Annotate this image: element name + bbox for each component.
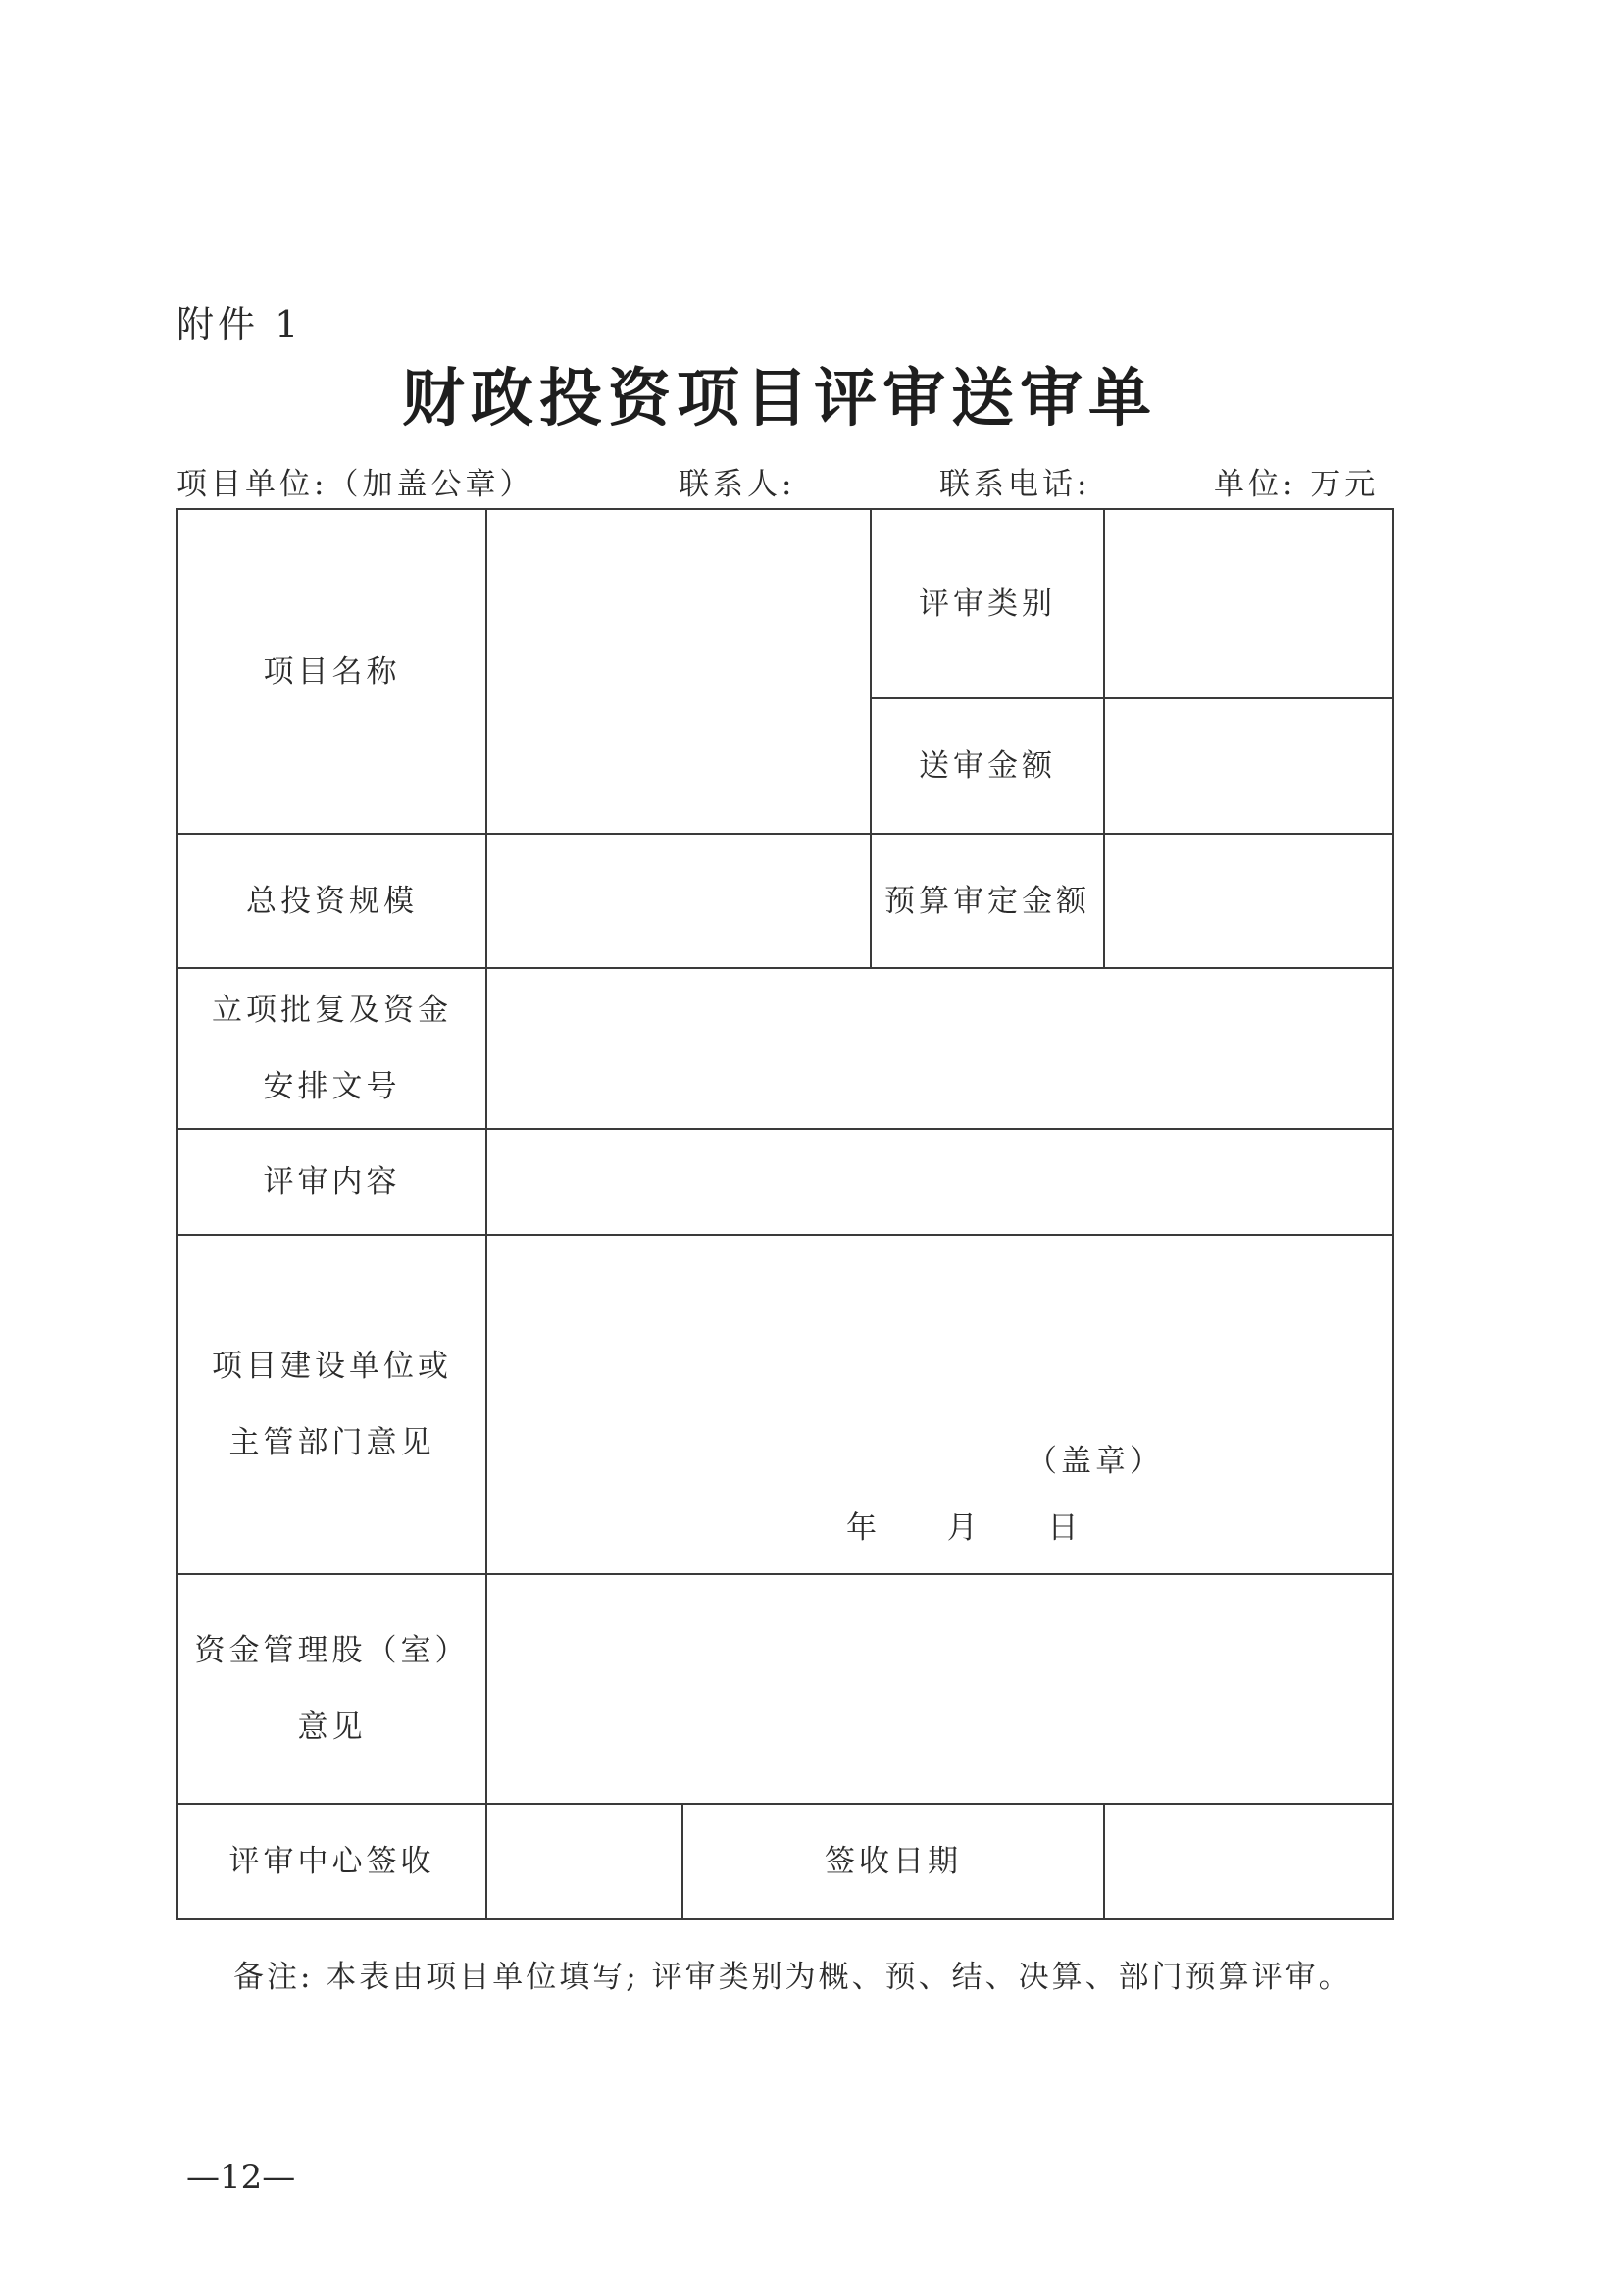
submit-amount-label: 送审金额 — [871, 698, 1104, 834]
page-title: 财政投资项目评审送审单 — [402, 362, 1157, 435]
approval-doc-label-line2: 安排文号 — [263, 1069, 401, 1104]
project-name-field[interactable] — [486, 509, 871, 834]
review-content-label: 评审内容 — [177, 1129, 486, 1235]
attachment-label: 附件 1 — [176, 303, 303, 346]
approval-doc-label-line1: 立项批复及资金 — [212, 993, 452, 1028]
fund-mgmt-label — [177, 1574, 486, 1804]
page-number: —12— — [186, 2158, 296, 2197]
opinion-date — [846, 1503, 1082, 1547]
unit-opinion-label — [177, 1235, 486, 1574]
budget-amount-field[interactable] — [1104, 834, 1393, 968]
center-sign-label: 评审中心签收 — [177, 1804, 486, 1919]
budget-amount-label: 预算审定金额 — [871, 834, 1104, 968]
footnote: 备注: 本表由项目单位填写; 评审类别为概、预、结、决算、部门预算评审。 — [233, 1960, 1352, 1995]
approval-doc-label — [177, 968, 486, 1129]
contact-label: 联系人: — [679, 467, 796, 502]
date-year: 年 — [846, 1510, 881, 1546]
review-type-label: 评审类别 — [871, 509, 1104, 698]
phone-label: 联系电话: — [939, 467, 1091, 502]
fund-mgmt-label-line1: 资金管理股（室） — [194, 1633, 470, 1668]
review-form-table — [176, 508, 1394, 1920]
center-sign-field[interactable] — [486, 1804, 682, 1919]
approval-doc-field[interactable] — [486, 968, 1393, 1129]
date-day: 日 — [1047, 1510, 1083, 1546]
project-unit-label: 项目单位:（加盖公章） — [176, 467, 534, 502]
unit-opinion-label-line2: 主管部门意见 — [228, 1425, 435, 1460]
stamp-label: （盖章） — [1027, 1444, 1164, 1479]
review-type-field[interactable] — [1104, 509, 1393, 698]
date-month: 月 — [946, 1510, 982, 1546]
fund-mgmt-field[interactable] — [486, 1574, 1393, 1804]
submit-amount-field[interactable] — [1104, 698, 1393, 834]
total-investment-field[interactable] — [486, 834, 871, 968]
sign-date-field[interactable] — [1104, 1804, 1393, 1919]
project-name-label: 项目名称 — [177, 509, 486, 834]
sign-date-label: 签收日期 — [682, 1804, 1104, 1919]
unit-opinion-label-line1: 项目建设单位或 — [212, 1349, 452, 1384]
review-content-field[interactable] — [486, 1129, 1393, 1235]
fund-mgmt-label-line2: 意见 — [297, 1709, 367, 1745]
currency-unit-label: 单位: 万元 — [1214, 467, 1380, 502]
total-investment-label: 总投资规模 — [177, 834, 486, 968]
